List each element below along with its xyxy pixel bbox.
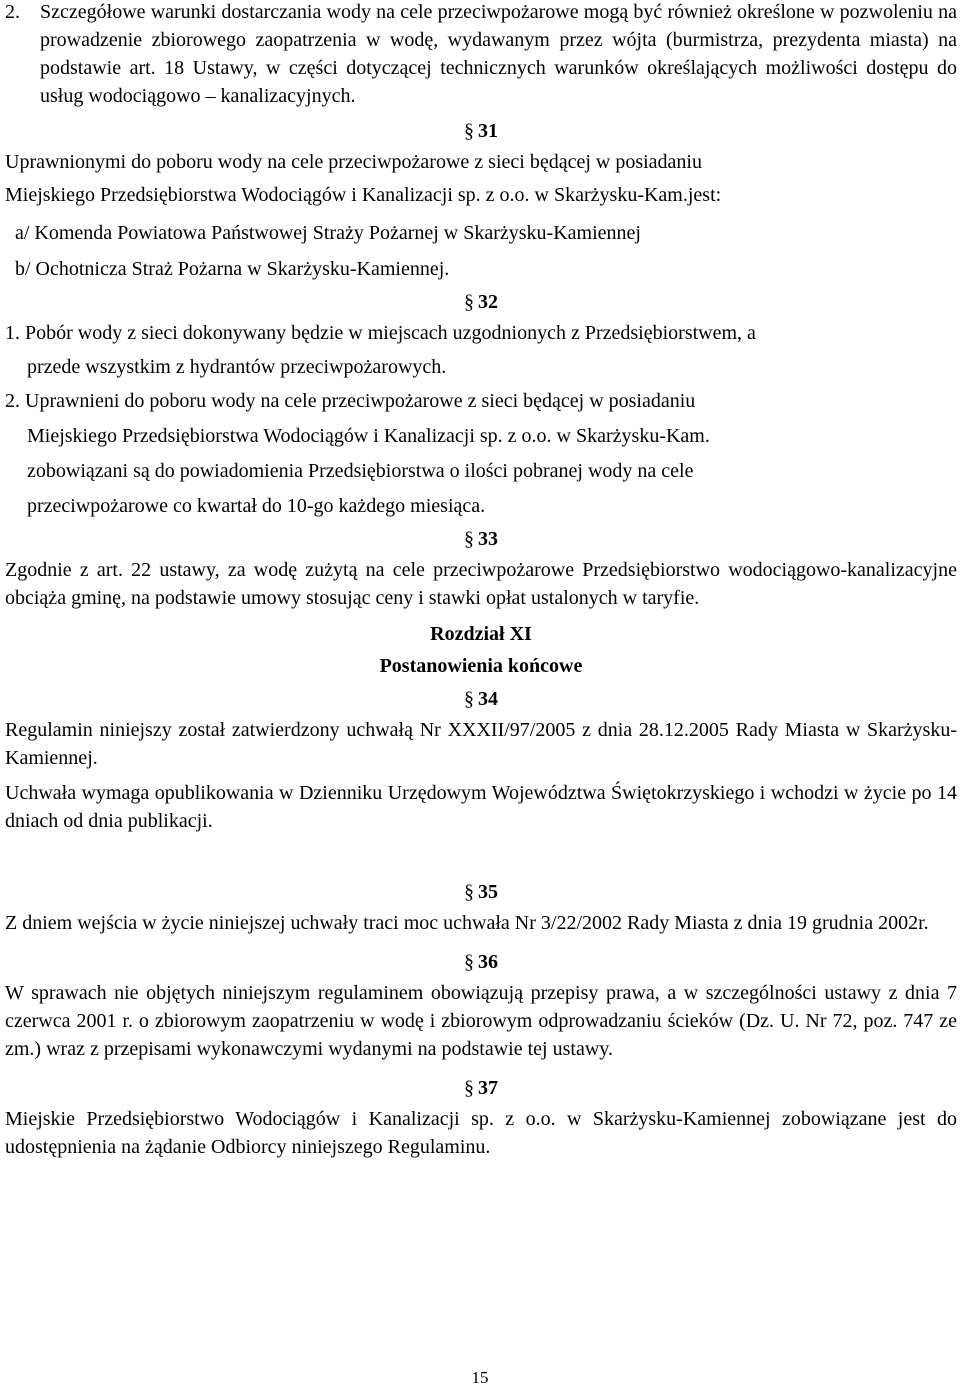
s33-text: Zgodnie z art. 22 ustawy, za wodę zużytą na cele przeciwpożarowe Przedsiębiorstwo wodociągowo-kanalizacyjne obciąża gminę, na podstawie umowy stosując ceny i stawki opłat ustalonych w taryfie. — [5, 559, 957, 609]
section-33-heading — [5, 522, 957, 556]
s31-item-a: a/ Komenda Powiatowa Państwowej Straży Pożarnej w Skarżysku-Kamiennej — [15, 222, 641, 244]
section-34-heading — [5, 682, 957, 716]
s32-point-2-text: Uprawnieni do poboru wody na cele przeciwpożarowe z sieci będącej w posiadaniu — [25, 390, 696, 412]
section-32-heading — [5, 285, 957, 319]
s32-point-2-line-2: Miejskiego Przedsiębiorstwa Wodociągów i Kanalizacji sp. z o.o. w Skarżysku-Kam. — [27, 425, 710, 447]
s34-text-2: Uchwała wymaga opublikowania w Dzienniku Urzędowym Województwa Świętokrzyskiego i wchodzi w życie po 14 dniach od dnia publikacji. — [5, 782, 957, 832]
point-number: 2. — [5, 1, 20, 23]
section-symbol: § — [464, 120, 474, 142]
chapter-subtitle: Postanowienia końcowe — [379, 655, 583, 677]
section-symbol: § — [464, 291, 474, 313]
s32-point-1-line-1 — [5, 319, 957, 347]
s35-text: Z dniem wejścia w życie niniejszej uchwały traci moc uchwała Nr 3/22/2002 Rady Miasta z dnia 19 grudnia 2002r. — [5, 912, 929, 934]
section-number: 37 — [478, 1077, 498, 1099]
section-number: 32 — [478, 291, 498, 313]
section-symbol: § — [464, 688, 474, 710]
s32-point-2-line-4: przeciwpożarowe co kwartał do 10-go każdego miesiąca. — [27, 495, 486, 517]
s32-point-1-line-2: przede wszystkim z hydrantów przeciwpożarowych. — [27, 356, 447, 378]
section-symbol: § — [464, 881, 474, 903]
section-symbol: § — [464, 951, 474, 973]
section-symbol: § — [464, 1077, 474, 1099]
s32-point-2-line-1 — [5, 387, 957, 415]
s32-point-2-number: 2. — [5, 390, 20, 412]
intro-point-2 — [5, 0, 957, 110]
s32-point-1-text: Pobór wody z sieci dokonywany będzie w miejscach uzgodnionych z Przedsiębiorstwem, a — [25, 322, 756, 344]
s31-line-2: Miejskiego Przedsiębiorstwa Wodociągów i Kanalizacji sp. z o.o. w Skarżysku-Kam.jest: — [5, 184, 722, 206]
s32-point-2-line-3: zobowiązani są do powiadomienia Przedsiębiorstwa o ilości pobranej wody na cele — [27, 460, 694, 482]
section-number: 36 — [478, 951, 498, 973]
s31-item-b: b/ Ochotnicza Straż Pożarna w Skarżysku-Kamiennej. — [15, 258, 450, 280]
s31-line-1: Uprawnionymi do poboru wody na cele przeciwpożarowe z sieci będącej w posiadaniu — [5, 151, 702, 173]
s34-text-1: Regulamin niniejszy został zatwierdzony uchwałą Nr XXXII/97/2005 z dnia 28.12.2005 Rady Miasta w Skarżysku-Kamiennej. — [5, 719, 957, 769]
section-symbol: § — [464, 528, 474, 550]
s36-text: W sprawach nie objętych niniejszym regulaminem obowiązują przepisy prawa, a w szczególności ustawy z dnia 7 czerwca 2001 r. o zbiorowym zaopatrzeniu w wodę i zbiorowym odprowadzaniu ścieków (Dz. U. Nr 72, poz. 747 ze zm.) wraz z przepisami wykonawczymi wydanymi na podstawie tej ustawy. — [5, 982, 957, 1060]
section-number: 34 — [478, 688, 498, 710]
s32-point-1-number: 1. — [5, 322, 20, 344]
section-number: 35 — [478, 881, 498, 903]
section-35-heading — [5, 875, 957, 909]
section-number: 31 — [478, 120, 498, 142]
document-page — [5, 0, 957, 1161]
s37-text: Miejskie Przedsiębiorstwo Wodociągów i Kanalizacji sp. z o.o. w Skarżysku-Kamiennej zobowiązane jest do udostępnienia na żądanie Odbiorcy niniejszego Regulaminu. — [5, 1108, 957, 1158]
section-37-heading — [5, 1071, 957, 1105]
page-number: 15 — [471, 1368, 489, 1387]
intro-point-text: Szczegółowe warunki dostarczania wody na cele przeciwpożarowe mogą być również określone w pozwoleniu na prowadzenie zbiorowego zaopatrzenia w wodę, wydawanym przez wójta (burmistrza, prezydenta miasta) na podstawie art. 18 Ustawy, w części dotyczącej technicznych warunków określających możliwości dostępu do usług wodociągowo – kanalizacyjnych. — [40, 1, 957, 107]
chapter-title: Rozdział XI — [430, 623, 532, 645]
section-36-heading — [5, 945, 957, 979]
section-31-heading — [5, 114, 957, 148]
section-number: 33 — [478, 528, 498, 550]
